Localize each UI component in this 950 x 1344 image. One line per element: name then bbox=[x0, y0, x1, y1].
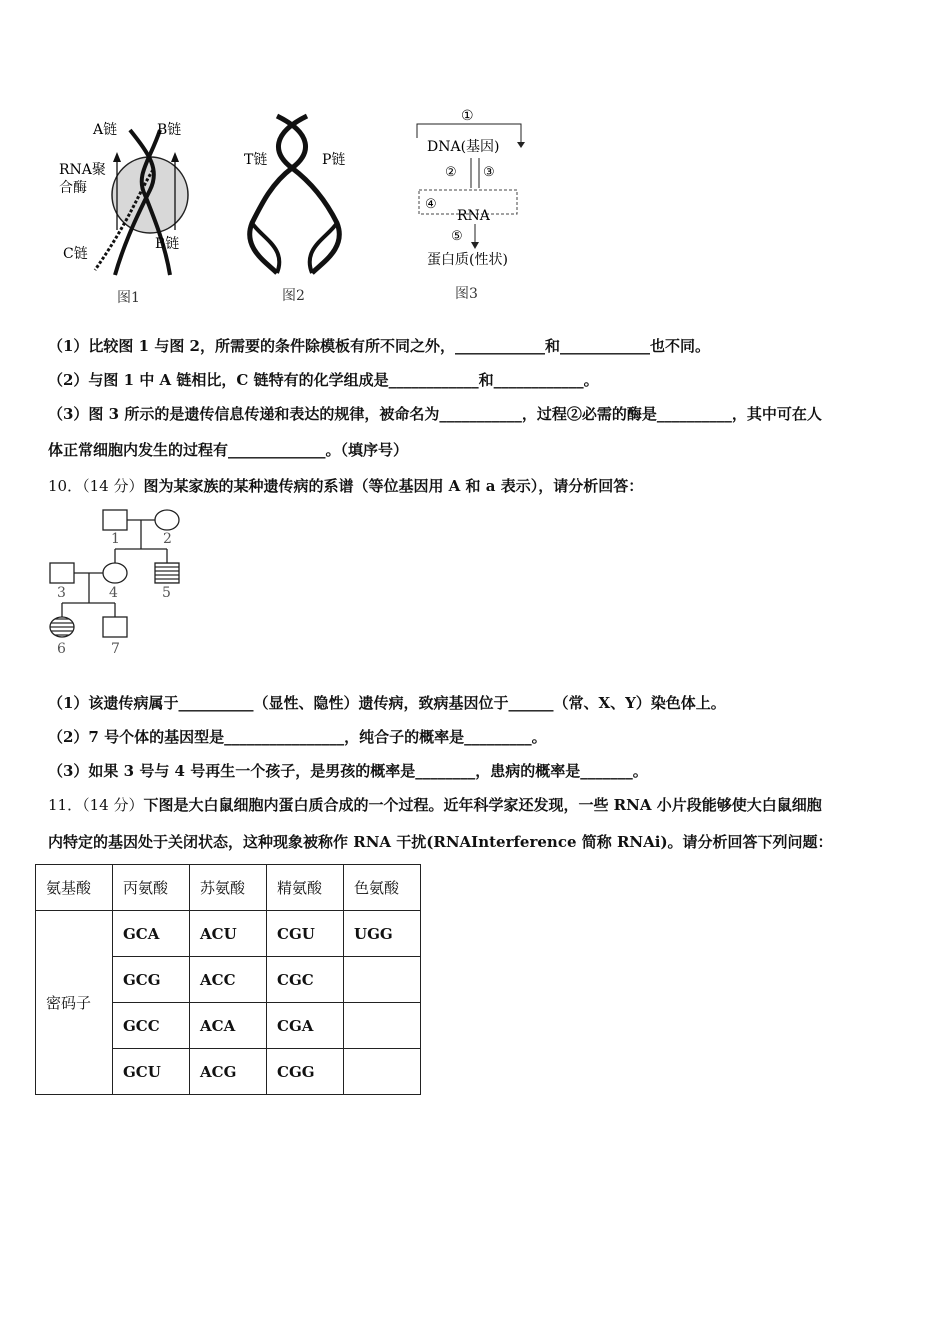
step-5-label: ⑤ bbox=[451, 229, 463, 244]
table-cell: UGG bbox=[344, 911, 421, 957]
header-cell: 色氨酸 bbox=[344, 865, 421, 911]
label-6: 6 bbox=[57, 641, 66, 657]
figure-3 bbox=[405, 104, 545, 304]
dna-gene-label: DNA(基因) bbox=[427, 139, 500, 155]
q11-stem-line-b: 内特定的基因处于关闭状态，这种现象被称作 RNA 干扰(RNAInterference 简称 RNAi)。请分析回答下列问题： bbox=[48, 833, 833, 851]
individual-4 bbox=[103, 563, 127, 583]
label-4: 4 bbox=[109, 585, 118, 601]
individual-7 bbox=[103, 617, 127, 637]
figure-2-drawing bbox=[232, 108, 362, 308]
codon-table bbox=[35, 864, 421, 1095]
table-cell: CGC bbox=[267, 957, 344, 1003]
figure-2 bbox=[232, 108, 362, 308]
table-cell bbox=[344, 1049, 421, 1095]
p-chain-label: P链 bbox=[322, 152, 346, 168]
q9-part-3-line-a: （3）图 3 所示的是遗传信息传递和表达的规律，被命名为___________，过程②必需的酶是__________，其中可在人 bbox=[48, 405, 822, 423]
b-chain-top-label: B链 bbox=[157, 122, 182, 138]
q10-number: 10．（14 分） bbox=[48, 477, 144, 495]
q9-part-3-line-b: 体正常细胞内发生的过程有_____________。（填序号） bbox=[48, 441, 409, 459]
step-2-label: ② bbox=[445, 165, 457, 180]
q11-stem-text-a: 下图是大白鼠细胞内蛋白质合成的一个过程。近年科学家还发现，一些 RNA 小片段能够使大白鼠细胞 bbox=[143, 796, 822, 814]
label-5: 5 bbox=[162, 585, 171, 601]
label-1: 1 bbox=[111, 531, 120, 547]
rna-polymerase-label: RNA聚 bbox=[59, 162, 106, 178]
individual-1 bbox=[103, 510, 127, 530]
table-cell: ACA bbox=[190, 1003, 267, 1049]
q9-part-1: （1）比较图 1 与图 2，所需要的条件除模板有所不同之外，____________和____________也不同。 bbox=[48, 337, 710, 355]
table-cell: CGU bbox=[267, 911, 344, 957]
header-cell: 氨基酸 bbox=[36, 865, 113, 911]
q11-number: 11．（14 分） bbox=[48, 796, 144, 814]
rna-label: RNA bbox=[457, 208, 490, 224]
q10-part-3: （3）如果 3 号与 4 号再生一个孩子，是男孩的概率是________，患病的概率是_______。 bbox=[48, 762, 648, 780]
pedigree-chart bbox=[45, 505, 195, 660]
q10-part-2: （2）7 号个体的基因型是________________，纯合子的概率是_________。 bbox=[48, 728, 547, 746]
table-cell: GCG bbox=[113, 957, 190, 1003]
protein-trait-label: 蛋白质(性状) bbox=[427, 252, 508, 268]
label-7: 7 bbox=[111, 641, 120, 657]
table-cell: GCU bbox=[113, 1049, 190, 1095]
q11-stem-line-a bbox=[48, 795, 822, 815]
table-cell: CGG bbox=[267, 1049, 344, 1095]
step-3-label: ③ bbox=[483, 165, 495, 180]
q10-part-1: （1）该遗传病属于__________（显性、隐性）遗传病，致病基因位于______（常、X、Y）染色体上。 bbox=[48, 694, 726, 712]
t-chain-label: T链 bbox=[244, 152, 268, 168]
table-cell: CGA bbox=[267, 1003, 344, 1049]
label-3: 3 bbox=[57, 585, 66, 601]
table-cell bbox=[344, 1003, 421, 1049]
table-row bbox=[36, 911, 421, 957]
a-chain-label: A链 bbox=[93, 122, 118, 138]
table-cell bbox=[344, 957, 421, 1003]
label-2: 2 bbox=[163, 531, 172, 547]
q10-stem-text: 图为某家族的某种遗传病的系谱（等位基因用 A 和 a 表示），请分析回答： bbox=[143, 477, 644, 495]
figure-2-caption: 图2 bbox=[282, 288, 305, 304]
row-label-cell: 密码子 bbox=[36, 911, 113, 1095]
table-cell: ACG bbox=[190, 1049, 267, 1095]
pedigree-drawing bbox=[45, 505, 195, 660]
individual-5-affected bbox=[155, 563, 179, 583]
b-chain-bottom-label: B链 bbox=[155, 236, 180, 252]
header-cell: 精氨酸 bbox=[267, 865, 344, 911]
q9-part-2: （2）与图 1 中 A 链相比，C 链特有的化学组成是____________和____________。 bbox=[48, 371, 599, 389]
header-cell: 丙氨酸 bbox=[113, 865, 190, 911]
table-cell: ACC bbox=[190, 957, 267, 1003]
table-header-row bbox=[36, 865, 421, 911]
table-cell: GCA bbox=[113, 911, 190, 957]
q10-stem bbox=[48, 476, 643, 496]
individual-6-affected bbox=[50, 617, 74, 637]
table-cell: GCC bbox=[113, 1003, 190, 1049]
figure-3-drawing bbox=[405, 104, 545, 304]
step-4-label: ④ bbox=[425, 197, 437, 212]
figure-1-drawing bbox=[55, 110, 205, 310]
header-cell: 苏氨酸 bbox=[190, 865, 267, 911]
c-chain-label: C链 bbox=[63, 246, 88, 262]
individual-3 bbox=[50, 563, 74, 583]
table-cell: ACU bbox=[190, 911, 267, 957]
figure-1-caption: 图1 bbox=[117, 290, 140, 306]
figure-3-caption: 图3 bbox=[455, 286, 478, 302]
step-1-label: ① bbox=[461, 108, 474, 124]
rna-polymerase-label-2: 合酶 bbox=[59, 180, 87, 196]
individual-2 bbox=[155, 510, 179, 530]
figure-1 bbox=[55, 110, 205, 310]
rna-polymerase-shape bbox=[112, 157, 188, 233]
